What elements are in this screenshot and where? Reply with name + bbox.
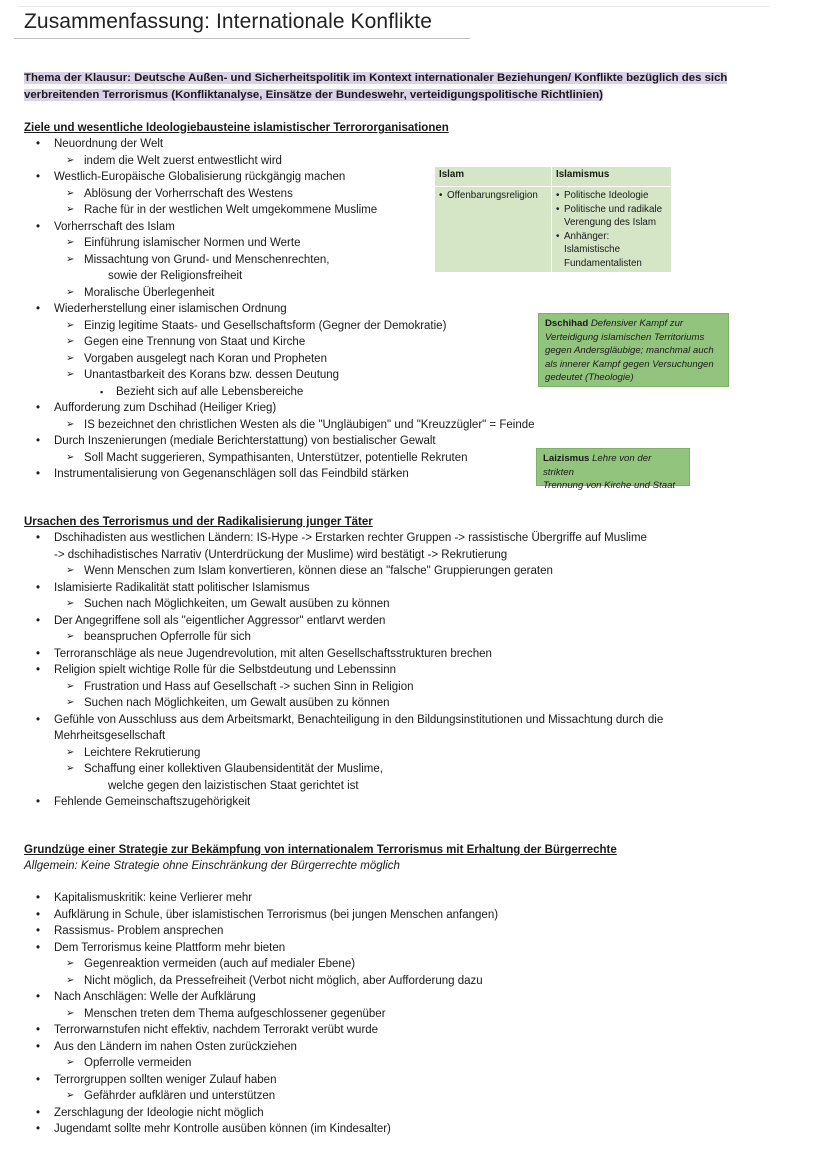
- list-item-continued: sowie der Religionsfreiheit: [108, 270, 243, 282]
- table-cell-islam: [435, 187, 552, 273]
- definition-line: gedeutet (Theologie): [545, 372, 634, 383]
- list-item: • Durch Inszenierungen (mediale Berichterstattung) von bestialischer Gewalt: [24, 433, 584, 450]
- list-item: ➢ Suchen nach Möglichkeiten, um Gewalt ausüben zu können: [24, 596, 814, 613]
- list-item: ➢ Nicht möglich, da Pressefreiheit (Verbot nicht möglich, aber Aufforderung dazu: [24, 973, 814, 990]
- list-item: • Vorherrschaft des Islam: [24, 219, 584, 236]
- list-item: ➢ Opferrolle vermeiden: [24, 1055, 814, 1072]
- page-title: Zusammenfassung: Internationale Konflikte: [24, 10, 432, 33]
- definition-line: gegen Andersgläubige; manchmal auch: [545, 345, 714, 356]
- list-item: • Islamisierte Radikalität statt politischer Islamismus: [24, 580, 814, 597]
- list-item: ➢ Wenn Menschen zum Islam konvertieren, können diese an "falsche" Gruppierungen geraten: [24, 563, 814, 580]
- list-item: • Kapitalismuskritik: keine Verlierer mehr: [24, 890, 814, 907]
- section-subheading: Allgemein: Keine Strategie ohne Einschränkung der Bürgerrechte möglich: [24, 860, 400, 872]
- list-item: • Terroranschläge als neue Jugendrevolution, mit alten Gesellschaftsstrukturen brechen: [24, 646, 814, 663]
- laizismus-term: Laizismus: [543, 453, 590, 464]
- table-item: • Offenbarungsreligion: [439, 189, 547, 203]
- list-item: • Der Angegriffene soll als "eigentlicher Aggressor" entlarvt werden: [24, 613, 814, 630]
- list-item: ➢ beanspruchen Opferrolle für sich: [24, 629, 814, 646]
- list-item: ➢ Vorgaben ausgelegt nach Koran und Propheten: [24, 351, 584, 368]
- list-item: • Religion spielt wichtige Rolle für die Selbstdeutung und Lebenssinn: [24, 662, 814, 679]
- list-item: • Terrorgruppen sollten weniger Zulauf haben: [24, 1072, 814, 1089]
- list-item: • Aufforderung zum Dschihad (Heiliger Krieg): [24, 400, 584, 417]
- list-item: • Terrorwarnstufen nicht effektiv, nachdem Terrorakt verübt wurde: [24, 1022, 814, 1039]
- list-item: ➢ Soll Macht suggerieren, Sympathisanten, Unterstützer, potentielle Rekruten: [24, 450, 584, 467]
- list-item: • Nach Anschlägen: Welle der Aufklärung: [24, 989, 814, 1006]
- list-item: ▪ Bezieht sich auf alle Lebensbereiche: [24, 384, 584, 401]
- strategy-list: [24, 890, 814, 1138]
- dschihad-definition-box: [538, 313, 729, 387]
- dschihad-term: Dschihad: [545, 318, 589, 329]
- list-item: • Dem Terrorismus keine Plattform mehr bieten: [24, 940, 814, 957]
- list-item: • Gefühle von Ausschluss aus dem Arbeitsmarkt, Benachteiligung in den Bildungsinstitutionen und Missachtung durch die: [24, 712, 814, 729]
- list-item: • Wiederherstellung einer islamischen Ordnung: [24, 301, 584, 318]
- list-item: • Zerschlagung der Ideologie nicht möglich: [24, 1105, 814, 1122]
- list-item: ➢ indem die Welt zuerst entwestlicht wird: [24, 153, 584, 170]
- section-heading: Ziele und wesentliche Ideologiebausteine islamistischer Terrororganisationen: [24, 122, 449, 134]
- definition-line: Trennung von Kirche und Staat: [543, 480, 676, 491]
- exam-topic-text: Thema der Klausur: Deutsche Außen- und Sicherheitspolitik im Kontext internationaler Beziehungen/ Konflikte bezüglich des sich verbreitenden Terrorismus (Konfliktanalyse, Einsätze der Bundeswehr, verteidigungspolitische Richtlinien): [24, 72, 728, 101]
- list-item: ➢ Ablösung der Vorherrschaft des Westens: [24, 186, 584, 203]
- list-item: ➢ IS bezeichnet den christlichen Westen als die "Ungläubigen" und "Kreuzzügler" = Feinde: [24, 417, 584, 434]
- laizismus-definition-box: [536, 448, 690, 491]
- list-item: ➢ Moralische Überlegenheit: [24, 285, 584, 302]
- top-rule: [18, 6, 770, 7]
- section-causes: [24, 514, 814, 811]
- table-header-islam: Islam: [435, 167, 552, 187]
- list-item-continued: Mehrheitsgesellschaft: [54, 730, 166, 742]
- list-item: ➢ Rache für in der westlichen Welt umgekommene Muslime: [24, 202, 584, 219]
- definition-line: als innerer Kampf gegen Versuchungen: [545, 358, 714, 370]
- list-item: ➢ Gegen eine Trennung von Staat und Kirche: [24, 334, 584, 351]
- list-item: • Aufklärung in Schule, über islamistischen Terrorismus (bei jungen Menschen anfangen): [24, 907, 814, 924]
- table-item: • Anhänger: Islamistische: [556, 230, 667, 257]
- list-item: • Westlich-Europäische Globalisierung rückgängig machen: [24, 169, 584, 186]
- islam-comparison-table: [434, 166, 672, 273]
- title-underline: [14, 38, 470, 39]
- list-item: • Jugendamt sollte mehr Kontrolle ausüben können (im Kindesalter): [24, 1121, 814, 1138]
- list-item: ➢ Menschen treten dem Thema aufgeschlossener gegenüber: [24, 1006, 814, 1023]
- definition-line: Verteidigung islamischen Territoriums: [545, 331, 705, 343]
- table-cell-islamismus: [552, 187, 672, 273]
- list-item: ➢ Leichtere Rekrutierung: [24, 745, 814, 762]
- list-item: ➢ Schaffung einer kollektiven Glaubensidentität der Muslime,: [24, 761, 814, 778]
- table-item: • Politische und radikale: [556, 203, 667, 217]
- exam-topic: [24, 70, 754, 104]
- list-item: ➢ Suchen nach Möglichkeiten, um Gewalt ausüben zu können: [24, 695, 814, 712]
- causes-list: [24, 530, 814, 811]
- definition-line: Lehre von der strikten: [543, 453, 652, 478]
- list-item: • Aus den Ländern im nahen Osten zurückziehen: [24, 1039, 814, 1056]
- list-item: • Rassismus- Problem ansprechen: [24, 923, 814, 940]
- list-item: • Neuordnung der Welt: [24, 136, 584, 153]
- list-item-continued: -> dschihadistisches Narrativ (Unterdrückung der Muslime) wird bestätigt -> Rekrutierung: [54, 548, 508, 561]
- list-item: • Instrumentalisierung von Gegenanschlägen soll das Feindbild stärken: [24, 466, 584, 483]
- list-item: ➢ Gefährder aufklären und unterstützen: [24, 1088, 814, 1105]
- table-item: • Politische Ideologie: [556, 189, 667, 203]
- list-item: ➢ Unantastbarkeit des Korans bzw. dessen Deutung: [24, 367, 584, 384]
- list-item-continued: welche gegen den laizistischen Staat gerichtet ist: [108, 779, 359, 792]
- table-item-continued: Fundamentalisten: [564, 257, 642, 269]
- list-item: ➢ Frustration und Hass auf Gesellschaft -> suchen Sinn in Religion: [24, 679, 814, 696]
- list-item: • Dschihadisten aus westlichen Ländern: IS-Hype -> Erstarken rechter Gruppen -> rassistische Übergriffe auf Muslime: [24, 530, 814, 547]
- table-header-islamismus: Islamismus: [552, 167, 672, 187]
- section-heading: Grundzüge einer Strategie zur Bekämpfung von internationalem Terrorismus mit Erhaltung der Bürgerrechte: [24, 844, 617, 856]
- section-strategy: [24, 842, 814, 1138]
- list-item: • Fehlende Gemeinschaftszugehörigkeit: [24, 794, 814, 811]
- list-item: ➢ Einzig legitime Staats- und Gesellschaftsform (Gegner der Demokratie): [24, 318, 584, 335]
- definition-line: Defensiver Kampf zur: [590, 318, 684, 329]
- table-item-continued: Verengung des Islam: [564, 217, 657, 228]
- list-item: ➢ Gegenreaktion vermeiden (auch auf medialer Ebene): [24, 956, 814, 973]
- list-item: ➢ Missachtung von Grund- und Menschenrechten,: [24, 252, 584, 269]
- section-heading: Ursachen des Terrorismus und der Radikalisierung junger Täter: [24, 516, 373, 528]
- list-item: ➢ Einführung islamischer Normen und Werte: [24, 235, 584, 252]
- spacer: [24, 874, 814, 890]
